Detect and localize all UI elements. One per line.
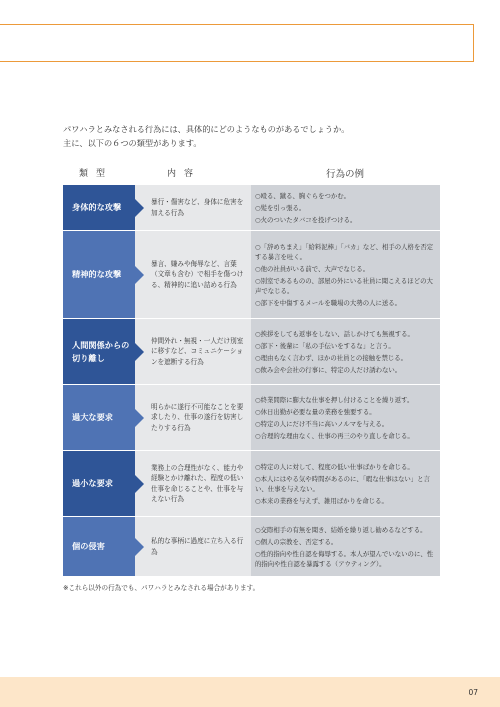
content-cell <box>135 451 251 516</box>
example-item: ○理由もなく言わず、ほかの社員との接触を禁じる。 <box>255 353 408 362</box>
content-text: 仲間外れ・無視・一人だけ別室に移すなど、コミュニケーションを遮断する行為 <box>151 336 244 366</box>
table-row <box>63 516 440 576</box>
type-label: 精神的な攻撃 <box>72 269 122 279</box>
example-item: ○他の社員がいる前で、大声でなじる。 <box>255 264 370 273</box>
example-item: ○性的指向や性自認を侮辱する。本人が望んでいないのに、性的指向や性自認を暴露する（アウティング）。 <box>255 549 434 568</box>
example-item: ○部下・後輩に「私の手伝いをするな」と言う。 <box>255 341 395 350</box>
table-row <box>63 318 440 384</box>
type-cell <box>63 451 135 516</box>
content-text: 業務上の合理性がなく、能力や経験とかけ離れた、程度の低い仕事を命じることや、仕事を与えない行為 <box>151 463 244 503</box>
examples-cell <box>251 517 440 576</box>
example-item: ○部下を中傷するメールを職場の大勢の人に送る。 <box>255 298 402 307</box>
harassment-types-table <box>63 184 440 576</box>
table-row <box>63 384 440 450</box>
example-item: ○別室であるものの、部屋の外にいる社員に聞こえるほどの大声でなじる。 <box>255 276 433 295</box>
examples-cell <box>251 185 440 230</box>
title-box <box>0 24 474 62</box>
header-type: 類型 <box>79 169 114 179</box>
examples-cell <box>251 231 440 318</box>
content-text: 明らかに遂行不可能なことを要求したり、仕事の遂行を妨害したりする行為 <box>151 402 244 432</box>
content-cell <box>135 231 251 318</box>
intro-line-2: 主に、以下の６つの類型があります。 <box>63 138 202 148</box>
table-header <box>63 166 440 182</box>
example-item: ○本人にはやる気や時間があるのに、「暇な仕事はない」と言い、仕事を与えない。 <box>255 474 430 493</box>
example-item: ○特定の人にだけ不当に高いノルマを与える。 <box>255 419 389 428</box>
footnote: ※これら以外の行為でも、パワハラとみなされる場合があります。 <box>63 584 260 592</box>
page-number: 07 <box>468 688 478 697</box>
intro-text <box>63 122 463 150</box>
type-label: 過小な要求 <box>72 478 113 488</box>
type-cell <box>63 385 135 450</box>
content-text: 暴行・傷害など、身体に危害を加える行為 <box>151 198 244 217</box>
content-cell <box>135 185 251 230</box>
examples-cell <box>251 385 440 450</box>
type-cell <box>63 231 135 318</box>
content-text: 暴言、嫌みや侮辱など、言葉（文章も含む）で相手を傷つける、精神的に追い詰める行為 <box>151 259 244 289</box>
example-item: ○飲み会や会社の行事に、特定の人だけ誘わない。 <box>255 365 402 374</box>
example-item: ○髪を引っ張る。 <box>255 203 306 212</box>
example-item: ○殴る、蹴る、胸ぐらをつかむ。 <box>255 191 351 200</box>
example-item: ○特定の人に対して、程度の低い仕事ばかりを命じる。 <box>255 462 414 471</box>
content-cell <box>135 517 251 576</box>
content-cell <box>135 385 251 450</box>
example-item: ○挨拶をしても返事をしない、話しかけても無視する。 <box>255 329 414 338</box>
type-label: 人間関係からの切り離し <box>72 339 130 363</box>
example-item: ○終業間際に膨大な仕事を押し付けることを繰り返す。 <box>255 395 414 404</box>
example-item: ○火のついたタバコを投げつける。 <box>255 215 357 224</box>
bottom-band <box>0 677 500 707</box>
header-example: 行為の例 <box>326 169 365 180</box>
header-content: 内容 <box>167 169 202 179</box>
example-item: ○合理的な理由なく、仕事の再三のやり直しを命じる。 <box>255 431 414 440</box>
example-item: ○本来の業務を与えず、雑用ばかりを命じる。 <box>255 496 388 505</box>
type-cell <box>63 185 135 230</box>
type-cell <box>63 517 135 576</box>
type-label: 過大な要求 <box>72 412 113 422</box>
examples-cell <box>251 451 440 516</box>
table-row <box>63 230 440 318</box>
example-item: ○交際相手の有無を聞き、結婚を繰り返し勧めるなどする。 <box>255 525 427 534</box>
type-label: 身体的な攻撃 <box>72 202 122 212</box>
example-item: ○休日出勤が必要な量の業務を強要する。 <box>255 407 376 416</box>
content-text: 私的な事柄に過度に立ち入る行為 <box>151 537 244 556</box>
example-item: ○「辞めちまえ」「給料泥棒」「バカ」など、相手の人格を否定する暴言を吐く。 <box>255 242 434 261</box>
table-row <box>63 450 440 516</box>
table-row <box>63 184 440 230</box>
intro-line-1: パワハラとみなされる行為には、具体的にどのようなものがあるでしょうか。 <box>63 124 350 134</box>
content-cell <box>135 319 251 384</box>
type-label: 個の侵害 <box>72 541 105 551</box>
example-item: ○個人の宗教を、否定する。 <box>255 537 338 546</box>
type-cell <box>63 319 135 384</box>
examples-cell <box>251 319 440 384</box>
